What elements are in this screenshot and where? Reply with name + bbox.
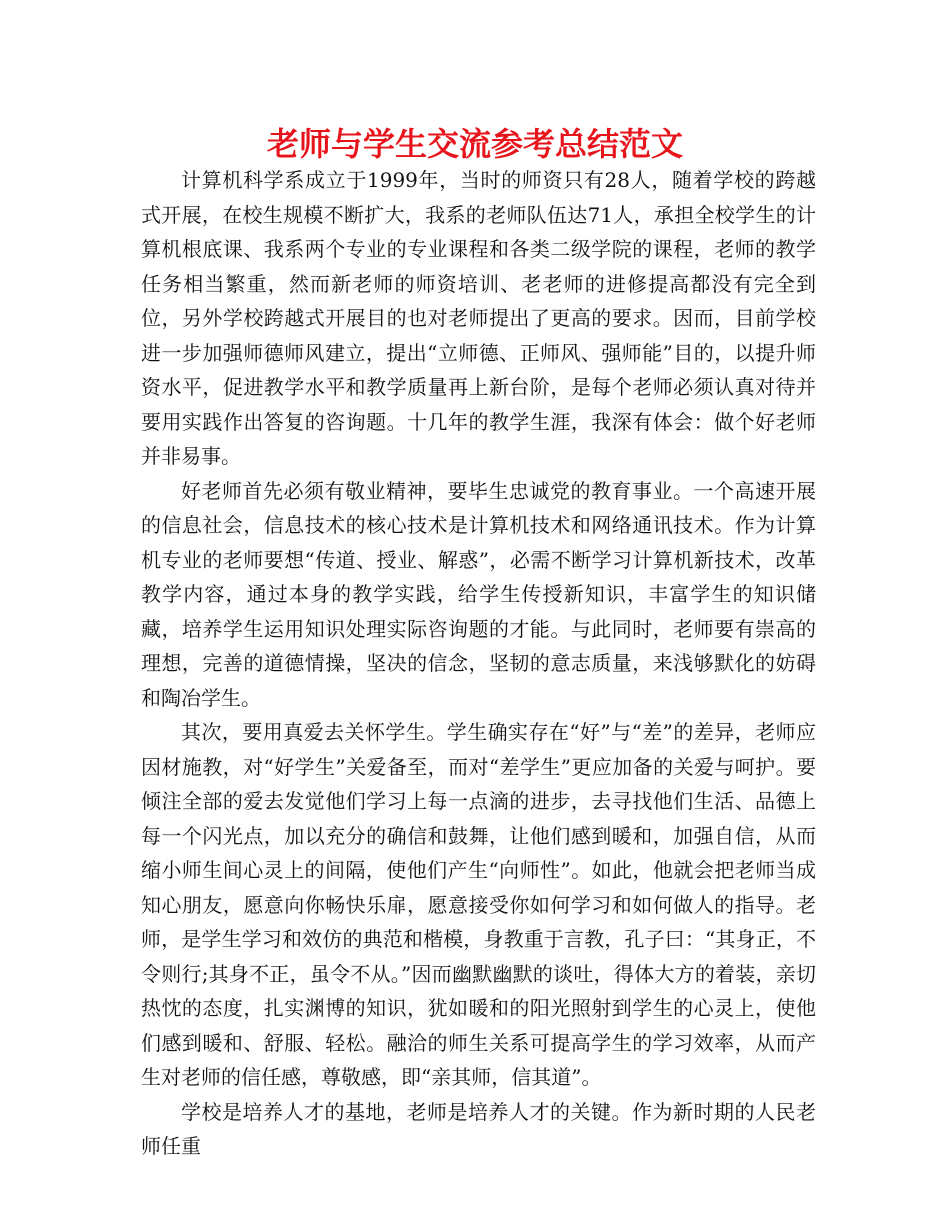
paragraph-1: 计算机科学系成立于1999年，当时的师资只有28人，随着学校的跨越式开展，在校生规模不断扩大，我系的老师队伍达71人，承担全校学生的计算机根底课、我系两个专业的专业课程和各类二级学院的课程，老师的教学任务相当繁重，然而新老师的师资培训、老老师的进修提高都没有完全到位，另外学校跨越式开展目的也对老师提出了更高的要求。因而，目前学校进一步加强师德师风建立，提出“立师德、正师风、强师能”目的，以提升师资水平，促进教学水平和教学质量再上新台阶，是每个老师必须认真对待并要用实践作出答复的咨询题。十几年的教学生涯，我深有体会：做个好老师并非易事。	[141, 168, 816, 468]
paragraph-4: 学校是培养人才的基地，老师是培养人才的关键。作为新时期的人民老师任重	[141, 1099, 816, 1158]
paragraph-2: 好老师首先必须有敬业精神，要毕生忠诚党的教育事业。一个高速开展的信息社会，信息技术的核心技术是计算机技术和网络通讯技术。作为计算机专业的老师要想“传道、授业、解惑”，必需不断学习计算机新技术，改革教学内容，通过本身的教学实践，给学生传授新知识，丰富学生的知识储藏，培养学生运用知识处理实际咨询题的才能。与此同时，老师要有崇高的理想，完善的道德情操，坚决的信念，坚韧的意志质量，来浅够默化的妨碍和陶冶学生。	[141, 478, 816, 710]
paragraph-3: 其次，要用真爱去关怀学生。学生确实存在“好”与“差”的差异，老师应因材施教，对“好学生”关爱备至，而对“差学生”更应加备的关爱与呵护。要倾注全部的爱去发觉他们学习上每一点滴的进步，去寻找他们生活、品德上每一个闪光点，加以充分的确信和鼓舞，让他们感到暖和，加强自信，从而缩小师生间心灵上的间隔，使他们产生“向师性”。如此，他就会把老师当成知心朋友，愿意向你畅快乐扉，愿意接受你如何学习和如何做人的指导。老师，是学生学习和效仿的典范和楷模，身教重于言教，孔子曰：“其身正，不令则行;其身不正，虽令不从。”因而幽默幽默的谈吐，得体大方的着装，亲切热忱的态度，扎实渊博的知识，犹如暖和的阳光照射到学生的心灵上，使他们感到暖和、舒服、轻松。融洽的师生关系可提高学生的学习效率，从而产生对老师的信任感，尊敬感，即“亲其师，信其道”。	[141, 720, 816, 1089]
document-body	[141, 163, 816, 1164]
document-title: 老师与学生交流参考总结范文	[266, 125, 683, 163]
